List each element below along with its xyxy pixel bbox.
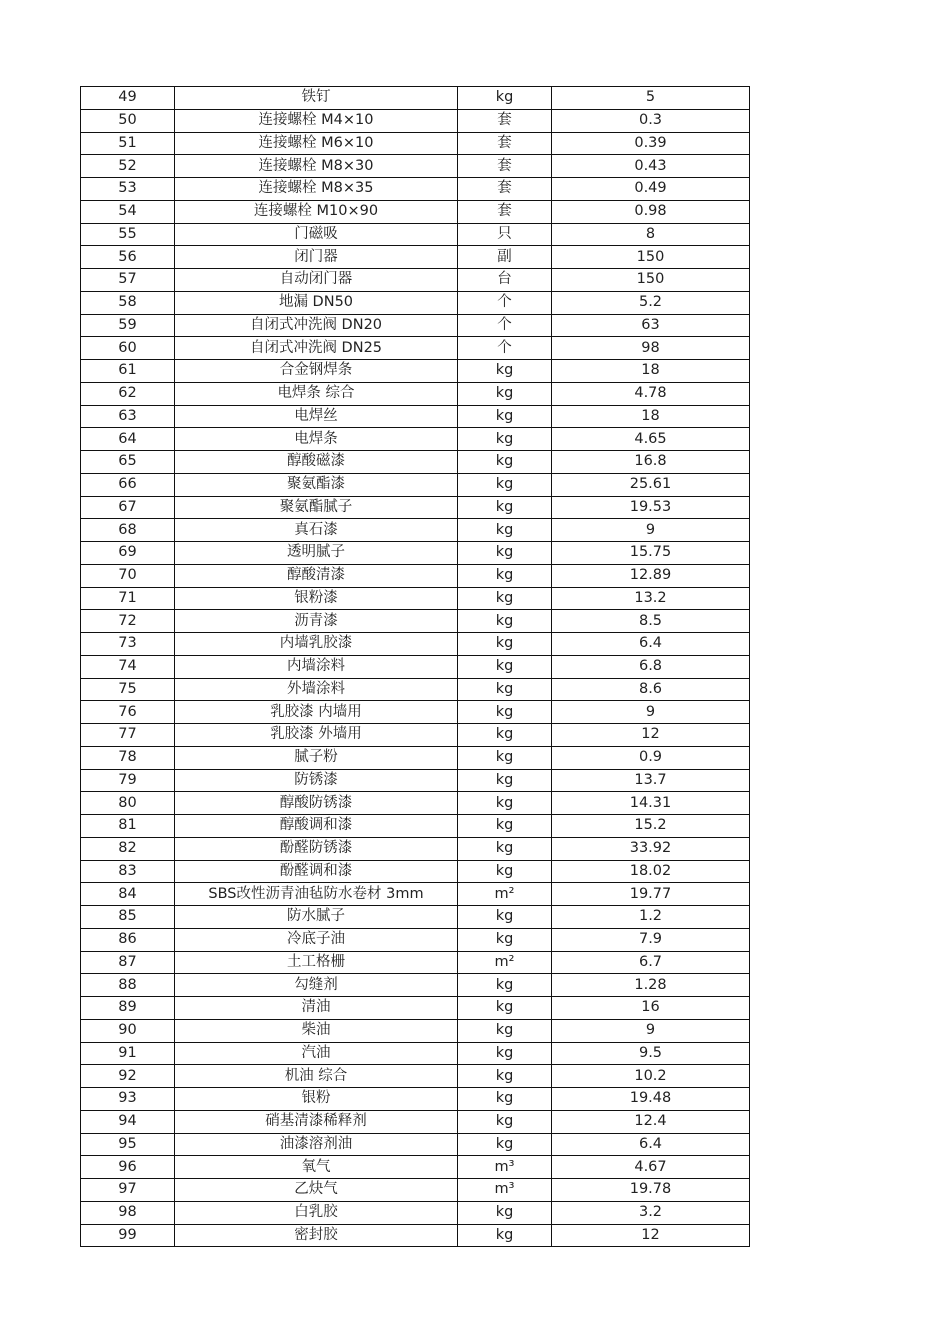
table-row (81, 564, 750, 587)
price-cell: 18 (552, 360, 750, 383)
price-cell: 33.92 (552, 837, 750, 860)
price-cell: 7.9 (552, 928, 750, 951)
table-row (81, 87, 750, 110)
price-cell: 5 (552, 87, 750, 110)
price-cell: 12.89 (552, 564, 750, 587)
material-name-cell: 油漆溶剂油 (175, 1133, 458, 1156)
table-row (81, 1088, 750, 1111)
row-number-cell: 59 (81, 314, 175, 337)
table-row (81, 246, 750, 269)
price-cell: 98 (552, 337, 750, 360)
unit-cell: m³ (458, 1179, 552, 1202)
material-name-cell: 土工格栅 (175, 951, 458, 974)
unit-cell: kg (458, 906, 552, 929)
price-cell: 1.2 (552, 906, 750, 929)
table-row (81, 337, 750, 360)
table-body (81, 87, 750, 1247)
row-number-cell: 60 (81, 337, 175, 360)
unit-cell: kg (458, 1133, 552, 1156)
price-cell: 0.3 (552, 109, 750, 132)
unit-cell: kg (458, 815, 552, 838)
table-row (81, 769, 750, 792)
row-number-cell: 76 (81, 701, 175, 724)
unit-cell: kg (458, 1019, 552, 1042)
unit-cell: kg (458, 769, 552, 792)
material-name-cell: 铁钉 (175, 87, 458, 110)
unit-cell: kg (458, 519, 552, 542)
row-number-cell: 98 (81, 1201, 175, 1224)
table-row (81, 360, 750, 383)
table-row (81, 906, 750, 929)
table-row (81, 587, 750, 610)
table-row (81, 1042, 750, 1065)
material-name-cell: 腻子粉 (175, 746, 458, 769)
unit-cell: 套 (458, 155, 552, 178)
material-name-cell: 醇酸磁漆 (175, 451, 458, 474)
row-number-cell: 97 (81, 1179, 175, 1202)
table-row (81, 1065, 750, 1088)
table-row (81, 633, 750, 656)
row-number-cell: 68 (81, 519, 175, 542)
price-cell: 25.61 (552, 473, 750, 496)
material-name-cell: 勾缝剂 (175, 974, 458, 997)
material-name-cell: 电焊条 (175, 428, 458, 451)
material-name-cell: 外墙涂料 (175, 678, 458, 701)
row-number-cell: 70 (81, 564, 175, 587)
row-number-cell: 99 (81, 1224, 175, 1247)
row-number-cell: 95 (81, 1133, 175, 1156)
price-cell: 4.67 (552, 1156, 750, 1179)
unit-cell: 个 (458, 337, 552, 360)
row-number-cell: 51 (81, 132, 175, 155)
price-cell: 8.5 (552, 610, 750, 633)
unit-cell: kg (458, 633, 552, 656)
unit-cell: 套 (458, 200, 552, 223)
table-row (81, 1201, 750, 1224)
price-cell: 150 (552, 269, 750, 292)
row-number-cell: 91 (81, 1042, 175, 1065)
row-number-cell: 50 (81, 109, 175, 132)
price-cell: 5.2 (552, 291, 750, 314)
unit-cell: 个 (458, 314, 552, 337)
row-number-cell: 64 (81, 428, 175, 451)
table-row (81, 655, 750, 678)
row-number-cell: 93 (81, 1088, 175, 1111)
table-row (81, 815, 750, 838)
material-name-cell: 汽油 (175, 1042, 458, 1065)
table-row (81, 1179, 750, 1202)
material-name-cell: 冷底子油 (175, 928, 458, 951)
price-cell: 9 (552, 701, 750, 724)
price-cell: 6.4 (552, 633, 750, 656)
material-name-cell: 酚醛调和漆 (175, 860, 458, 883)
price-cell: 0.9 (552, 746, 750, 769)
material-name-cell: 聚氨酯漆 (175, 473, 458, 496)
unit-cell: kg (458, 928, 552, 951)
table-row (81, 974, 750, 997)
price-cell: 0.49 (552, 178, 750, 201)
table-row (81, 405, 750, 428)
unit-cell: kg (458, 792, 552, 815)
material-name-cell: 银粉漆 (175, 587, 458, 610)
unit-cell: m³ (458, 1156, 552, 1179)
unit-cell: kg (458, 724, 552, 747)
price-cell: 19.48 (552, 1088, 750, 1111)
row-number-cell: 89 (81, 997, 175, 1020)
price-cell: 16 (552, 997, 750, 1020)
price-cell: 19.78 (552, 1179, 750, 1202)
table-row (81, 951, 750, 974)
row-number-cell: 83 (81, 860, 175, 883)
table-row (81, 473, 750, 496)
unit-cell: 台 (458, 269, 552, 292)
price-cell: 63 (552, 314, 750, 337)
price-cell: 4.65 (552, 428, 750, 451)
material-name-cell: SBS改性沥青油毡防水卷材 3mm (175, 883, 458, 906)
table-row (81, 746, 750, 769)
unit-cell: kg (458, 1065, 552, 1088)
price-cell: 6.7 (552, 951, 750, 974)
table-row (81, 428, 750, 451)
row-number-cell: 62 (81, 382, 175, 405)
table-row (81, 155, 750, 178)
price-cell: 14.31 (552, 792, 750, 815)
material-name-cell: 透明腻子 (175, 542, 458, 565)
material-name-cell: 自闭式冲洗阀 DN20 (175, 314, 458, 337)
unit-cell: m² (458, 951, 552, 974)
table-row (81, 792, 750, 815)
row-number-cell: 92 (81, 1065, 175, 1088)
row-number-cell: 85 (81, 906, 175, 929)
row-number-cell: 86 (81, 928, 175, 951)
row-number-cell: 94 (81, 1110, 175, 1133)
row-number-cell: 90 (81, 1019, 175, 1042)
table-row (81, 269, 750, 292)
unit-cell: kg (458, 997, 552, 1020)
row-number-cell: 56 (81, 246, 175, 269)
unit-cell: m² (458, 883, 552, 906)
table-row (81, 1019, 750, 1042)
material-name-cell: 硝基清漆稀释剂 (175, 1110, 458, 1133)
table-row (81, 701, 750, 724)
row-number-cell: 55 (81, 223, 175, 246)
unit-cell: kg (458, 382, 552, 405)
row-number-cell: 71 (81, 587, 175, 610)
unit-cell: 副 (458, 246, 552, 269)
material-name-cell: 电焊丝 (175, 405, 458, 428)
material-name-cell: 合金钢焊条 (175, 360, 458, 383)
price-cell: 12 (552, 724, 750, 747)
row-number-cell: 81 (81, 815, 175, 838)
price-cell: 15.75 (552, 542, 750, 565)
row-number-cell: 74 (81, 655, 175, 678)
table-row (81, 496, 750, 519)
material-name-cell: 内墙乳胶漆 (175, 633, 458, 656)
table-row (81, 1110, 750, 1133)
material-name-cell: 连接螺栓 M8×30 (175, 155, 458, 178)
table-row (81, 678, 750, 701)
unit-cell: 个 (458, 291, 552, 314)
price-cell: 8.6 (552, 678, 750, 701)
price-cell: 0.39 (552, 132, 750, 155)
price-cell: 10.2 (552, 1065, 750, 1088)
material-name-cell: 醇酸防锈漆 (175, 792, 458, 815)
table-row (81, 178, 750, 201)
material-name-cell: 闭门器 (175, 246, 458, 269)
row-number-cell: 49 (81, 87, 175, 110)
unit-cell: 套 (458, 178, 552, 201)
unit-cell: kg (458, 701, 552, 724)
table-row (81, 200, 750, 223)
unit-cell: 只 (458, 223, 552, 246)
row-number-cell: 67 (81, 496, 175, 519)
row-number-cell: 82 (81, 837, 175, 860)
price-table (80, 86, 750, 1247)
material-name-cell: 白乳胶 (175, 1201, 458, 1224)
material-name-cell: 乳胶漆 外墙用 (175, 724, 458, 747)
row-number-cell: 52 (81, 155, 175, 178)
price-cell: 9 (552, 1019, 750, 1042)
table-row (81, 1224, 750, 1247)
material-name-cell: 防锈漆 (175, 769, 458, 792)
row-number-cell: 75 (81, 678, 175, 701)
row-number-cell: 73 (81, 633, 175, 656)
price-cell: 18 (552, 405, 750, 428)
table-row (81, 291, 750, 314)
unit-cell: kg (458, 1088, 552, 1111)
unit-cell: 套 (458, 132, 552, 155)
price-cell: 9 (552, 519, 750, 542)
row-number-cell: 84 (81, 883, 175, 906)
price-cell: 13.2 (552, 587, 750, 610)
price-cell: 13.7 (552, 769, 750, 792)
material-name-cell: 连接螺栓 M4×10 (175, 109, 458, 132)
price-cell: 6.8 (552, 655, 750, 678)
material-name-cell: 门磁吸 (175, 223, 458, 246)
unit-cell: kg (458, 451, 552, 474)
table-row (81, 1156, 750, 1179)
table-row (81, 451, 750, 474)
price-cell: 6.4 (552, 1133, 750, 1156)
material-name-cell: 醇酸调和漆 (175, 815, 458, 838)
table-row (81, 382, 750, 405)
table-row (81, 542, 750, 565)
material-name-cell: 柴油 (175, 1019, 458, 1042)
table-row (81, 1133, 750, 1156)
price-cell: 16.8 (552, 451, 750, 474)
table-row (81, 997, 750, 1020)
unit-cell: kg (458, 564, 552, 587)
unit-cell: kg (458, 360, 552, 383)
unit-cell: kg (458, 1110, 552, 1133)
table-row (81, 724, 750, 747)
table-row (81, 314, 750, 337)
material-name-cell: 自闭式冲洗阀 DN25 (175, 337, 458, 360)
price-cell: 4.78 (552, 382, 750, 405)
row-number-cell: 53 (81, 178, 175, 201)
material-name-cell: 自动闭门器 (175, 269, 458, 292)
unit-cell: kg (458, 610, 552, 633)
price-cell: 8 (552, 223, 750, 246)
material-name-cell: 防水腻子 (175, 906, 458, 929)
table-row (81, 132, 750, 155)
table-row (81, 519, 750, 542)
unit-cell: kg (458, 746, 552, 769)
material-name-cell: 沥青漆 (175, 610, 458, 633)
material-name-cell: 乙炔气 (175, 1179, 458, 1202)
material-name-cell: 银粉 (175, 1088, 458, 1111)
row-number-cell: 54 (81, 200, 175, 223)
price-cell: 9.5 (552, 1042, 750, 1065)
row-number-cell: 66 (81, 473, 175, 496)
material-name-cell: 酚醛防锈漆 (175, 837, 458, 860)
material-name-cell: 电焊条 综合 (175, 382, 458, 405)
unit-cell: kg (458, 678, 552, 701)
unit-cell: kg (458, 473, 552, 496)
price-cell: 15.2 (552, 815, 750, 838)
table-row (81, 610, 750, 633)
table-row (81, 883, 750, 906)
row-number-cell: 63 (81, 405, 175, 428)
price-cell: 12.4 (552, 1110, 750, 1133)
unit-cell: kg (458, 1224, 552, 1247)
row-number-cell: 61 (81, 360, 175, 383)
material-name-cell: 密封胶 (175, 1224, 458, 1247)
unit-cell: kg (458, 587, 552, 610)
row-number-cell: 79 (81, 769, 175, 792)
unit-cell: kg (458, 542, 552, 565)
material-name-cell: 机油 综合 (175, 1065, 458, 1088)
unit-cell: 套 (458, 109, 552, 132)
material-name-cell: 连接螺栓 M6×10 (175, 132, 458, 155)
unit-cell: kg (458, 87, 552, 110)
material-name-cell: 真石漆 (175, 519, 458, 542)
row-number-cell: 80 (81, 792, 175, 815)
unit-cell: kg (458, 837, 552, 860)
price-cell: 18.02 (552, 860, 750, 883)
price-cell: 19.77 (552, 883, 750, 906)
unit-cell: kg (458, 860, 552, 883)
unit-cell: kg (458, 496, 552, 519)
row-number-cell: 72 (81, 610, 175, 633)
price-cell: 19.53 (552, 496, 750, 519)
material-name-cell: 清油 (175, 997, 458, 1020)
material-name-cell: 聚氨酯腻子 (175, 496, 458, 519)
table-row (81, 928, 750, 951)
row-number-cell: 87 (81, 951, 175, 974)
price-cell: 1.28 (552, 974, 750, 997)
material-name-cell: 内墙涂料 (175, 655, 458, 678)
price-cell: 150 (552, 246, 750, 269)
table-row (81, 109, 750, 132)
unit-cell: kg (458, 974, 552, 997)
price-cell: 12 (552, 1224, 750, 1247)
unit-cell: kg (458, 1042, 552, 1065)
unit-cell: kg (458, 405, 552, 428)
table-row (81, 223, 750, 246)
price-cell: 0.98 (552, 200, 750, 223)
table-row (81, 860, 750, 883)
price-cell: 0.43 (552, 155, 750, 178)
unit-cell: kg (458, 1201, 552, 1224)
unit-cell: kg (458, 655, 552, 678)
unit-cell: kg (458, 428, 552, 451)
row-number-cell: 78 (81, 746, 175, 769)
row-number-cell: 77 (81, 724, 175, 747)
row-number-cell: 88 (81, 974, 175, 997)
table-row (81, 837, 750, 860)
material-name-cell: 地漏 DN50 (175, 291, 458, 314)
material-name-cell: 乳胶漆 内墙用 (175, 701, 458, 724)
row-number-cell: 58 (81, 291, 175, 314)
row-number-cell: 69 (81, 542, 175, 565)
material-name-cell: 连接螺栓 M10×90 (175, 200, 458, 223)
row-number-cell: 57 (81, 269, 175, 292)
price-cell: 3.2 (552, 1201, 750, 1224)
row-number-cell: 96 (81, 1156, 175, 1179)
material-name-cell: 醇酸清漆 (175, 564, 458, 587)
row-number-cell: 65 (81, 451, 175, 474)
material-name-cell: 氧气 (175, 1156, 458, 1179)
material-name-cell: 连接螺栓 M8×35 (175, 178, 458, 201)
